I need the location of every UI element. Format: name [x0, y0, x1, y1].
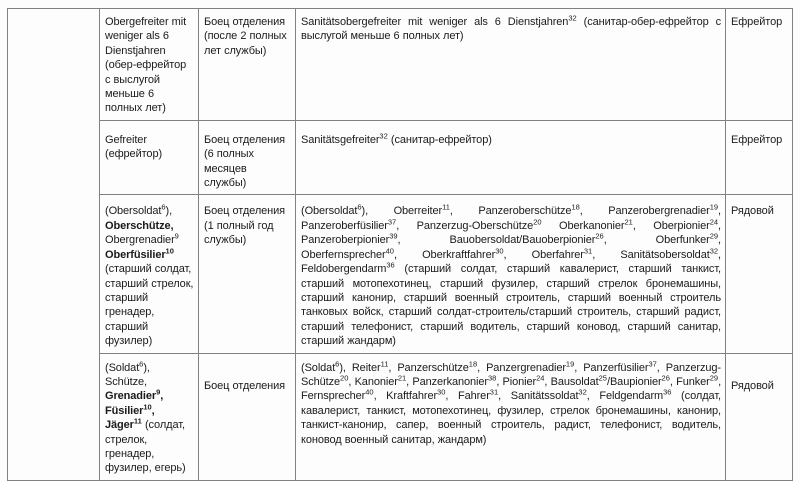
cell-squad-position: Боец отделения (6 полных месяцев службы) — [199, 120, 296, 195]
cell-german-rank: Obergefreiter mit weniger als 6 Dienstjahren (обер-ефрейтор с выслугой меньше 6 полных лет) — [100, 9, 199, 121]
cell-rank-equivalents: (Soldat$^6$), Reiter$^{11}$, Panzerschütze$^{18}$, Panzergrenadier$^{19}$, Panzerfüsilier$^{37}$, Panzerzug-Schütze$^{20}$, Kanonier$^{21}$, Panzerkanonier$^{38}$, Pionier$^{24}$, Bausoldat$^{25}$/Baupionier$^{26}$, Funker$^{29}$, Fernsprecher$^{40}$, Kraftfahrer$^{30}$, Fahrer$^{31}$, Sanitätssoldat$^{32}$, Feldgendarm$^{36}$ (солдат, кавалерист, танкист, мотопехотинец, фузилер, стрелок бронемашины, канонир, танкист-канонир, сапер, военный строитель, радист, телефонист, водитель, коновод военный санитар, жандарм) — [296, 353, 726, 480]
cell-soviet-rank: Рядовой — [726, 353, 793, 480]
cell-soviet-rank: Ефрейтор — [726, 9, 793, 121]
table-row — [8, 120, 793, 195]
cell-rank-equivalents: Sanitätsgefreiter$^{32}$ (санитар-ефрейтор) — [296, 120, 726, 195]
cell-soviet-rank: Рядовой — [726, 195, 793, 353]
spacer-cell — [8, 9, 100, 481]
cell-german-rank: (Soldat$^6$), Schütze, Grenadier$^9$, Füsilier$^{10}$, Jäger$^{11}$ (солдат, стрелок, гренадер, фузилер, егерь) — [100, 353, 199, 480]
table-row — [8, 9, 793, 121]
cell-soviet-rank: Ефрейтор — [726, 120, 793, 195]
cell-squad-position: Боец отделения (после 2 полных лет службы) — [199, 9, 296, 121]
cell-rank-equivalents: (Obersoldat$^6$), Oberreiter$^{11}$, Panzeroberschütze$^{18}$, Panzerobergrenadier$^{19}$, Panzeroberfüsilier$^{37}$, Panzerzug-Oberschütze$^{20}$ Oberkanonier$^{21}$, Oberpionier$^{24}$, Panzeroberpionier$^{39}$, Bauobersoldat/Bauoberpionier$^{26}$, Oberfunker$^{29}$, Oberfernsprecher$^{40}$, Oberkraftfahrer$^{30}$, Oberfahrer$^{31}$, Sanitätsobersoldat$^{32}$, Feldobergendarm$^{36}$ (старший солдат, старший кавалерист, старший танкист, старший мотопехотинец, старший фузилер, старший стрелок бронемашины, старший канонир, старший военный строитель, старший военный строитель танковых войск, старший солдат-строитель/старший строитель, старший радист, старший телефонист, старший водитель, старший коновод, старший санитар, старший жандарм) — [296, 195, 726, 353]
cell-german-rank: (Obersoldat$^6$), Oberschütze, Obergrenadier$^9$ Oberfüsilier$^{10}$ (старший солдат, старший стрелок, старший гренадер, старший фузилер) — [100, 195, 199, 353]
rank-equivalence-table — [7, 8, 793, 481]
cell-rank-equivalents: Sanitätsobergefreiter mit weniger als 6 Dienstjahren$^{32}$ (санитар-обер-ефрейтор с выслугой меньше 6 полных лет) — [296, 9, 726, 121]
cell-german-rank: Gefreiter (ефрейтор) — [100, 120, 199, 195]
table-row — [8, 195, 793, 353]
cell-squad-position: Боец отделения (1 полный год службы) — [199, 195, 296, 353]
cell-squad-position: Боец отделения — [199, 353, 296, 480]
table-row — [8, 353, 793, 480]
